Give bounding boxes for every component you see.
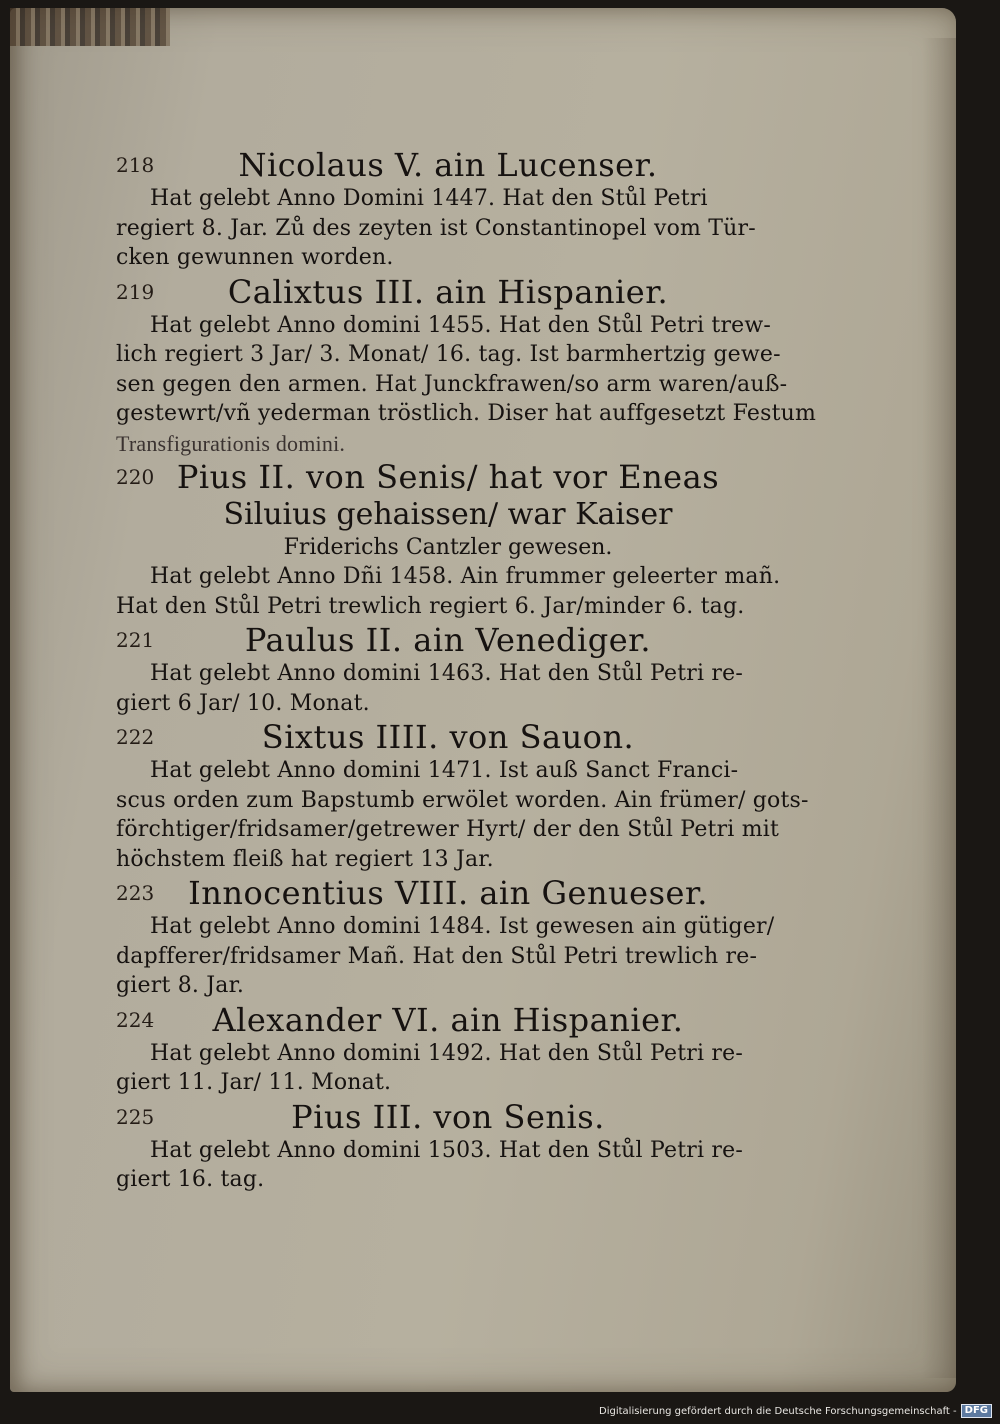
entry-number: 223 — [116, 881, 155, 905]
entry-line: förchtiger/fridsamer/getrewer Hyrt/ der den Stůl Petri mit — [116, 817, 780, 842]
entry-line: Hat gelebt Anno domini 1455. Hat den Stůl Petri trew- — [150, 312, 772, 338]
entry-line: giert 8. Jar. — [116, 973, 245, 998]
entry-title: Alexander VI. ain Hispanier. — [212, 1000, 684, 1039]
entry-number: 225 — [116, 1104, 155, 1129]
entry-title: Pius II. von Senis/ hat vor Eneas — [176, 458, 720, 496]
entry-heading — [116, 621, 780, 659]
entry-line: lich regiert 3 Jar/ 3. Monat/ 16. tag. Ist barmhertzig gewe- — [116, 342, 781, 367]
entry-line: cken gewunnen worden. — [116, 245, 394, 270]
entry-subtitle: Siluius gehaissen/ war Kaiser — [223, 497, 673, 532]
entry-line: höchstem fleiß hat regiert 13 Jar. — [116, 846, 494, 872]
entry-line: Hat gelebt Anno domini 1471. Ist auß Sanct Franci- — [150, 758, 739, 783]
entry-line: scus orden zum Bapstumb erwölet worden. Ain frümer/ gots- — [116, 787, 809, 813]
entry-heading — [116, 874, 780, 912]
entry-title: Pius III. von Senis. — [291, 1097, 605, 1136]
entry-line: Hat gelebt Anno domini 1484. Ist gewesen ain gütiger/ — [150, 914, 775, 939]
digitization-footer — [599, 1402, 992, 1420]
entry-line: Hat gelebt Anno domini 1492. Hat den Stůl Petri re- — [150, 1040, 743, 1066]
entry-line: giert 11. Jar/ 11. Monat. — [116, 1070, 392, 1095]
entry-line: giert 16. tag. — [116, 1167, 265, 1192]
entry-line: Transfigurationis domini. — [116, 430, 346, 456]
page-edge-damage — [10, 8, 170, 46]
entry-line: sen gegen den armen. Hat Junckfrawen/so arm waren/auß- — [116, 371, 788, 397]
entry-line: Hat gelebt Anno Dñi 1458. Ain frummer geleerter mañ. — [150, 564, 781, 589]
entry-heading — [116, 718, 780, 756]
entry-title: Calixtus III. ain Hispanier. — [227, 272, 669, 311]
footer-text: Digitalisierung gefördert durch die Deutsche Forschungsgemeinschaft - — [599, 1405, 957, 1417]
entry-heading — [116, 1098, 780, 1136]
entry-line: dapfferer/fridsamer Mañ. Hat den Stůl Petri trewlich re- — [116, 943, 758, 969]
entry-line: Hat den Stůl Petri trewlich regiert 6. Jar/minder 6. tag. — [116, 593, 745, 619]
entry-line: Hat gelebt Anno domini 1463. Hat den Stůl Petri re- — [150, 661, 743, 686]
entry-line: Hat gelebt Anno domini 1503. Hat den Stůl Petri re- — [150, 1137, 743, 1163]
entry-title: Sixtus IIII. von Sauon. — [261, 718, 635, 756]
entry-line: gestewrt/vñ yederman tröstlich. Diser hat auffgesetzt Festum — [116, 401, 817, 426]
entry-heading — [116, 458, 780, 496]
entry-number: 222 — [116, 725, 155, 749]
entry-number: 219 — [116, 279, 155, 304]
entry-title: Innocentius VIII. ain Genueser. — [188, 874, 708, 912]
entry-number: 220 — [116, 465, 155, 489]
entry-heading — [116, 1001, 780, 1039]
page-text — [116, 146, 817, 1195]
entry-subtitle: Friderichs Cantzler gewesen. — [283, 535, 613, 560]
entry-title: Nicolaus V. ain Lucenser. — [238, 146, 658, 184]
entry-line: Hat gelebt Anno Domini 1447. Hat den Stůl Petri — [150, 186, 708, 211]
entry-heading — [116, 146, 780, 184]
entry-title: Paulus II. ain Venediger. — [244, 621, 652, 659]
page-edge-shadow — [922, 38, 956, 1378]
dfg-logo-icon: DFG — [961, 1404, 992, 1418]
entry-number: 221 — [116, 628, 155, 652]
entry-line: regiert 8. Jar. Zů des zeyten ist Constantinopel vom Tür- — [116, 215, 756, 241]
entry-number: 224 — [116, 1007, 155, 1032]
entry-line: giert 6 Jar/ 10. Monat. — [116, 690, 370, 716]
entry-heading — [116, 273, 780, 311]
book-page — [10, 8, 956, 1392]
entry-number: 218 — [116, 153, 155, 177]
